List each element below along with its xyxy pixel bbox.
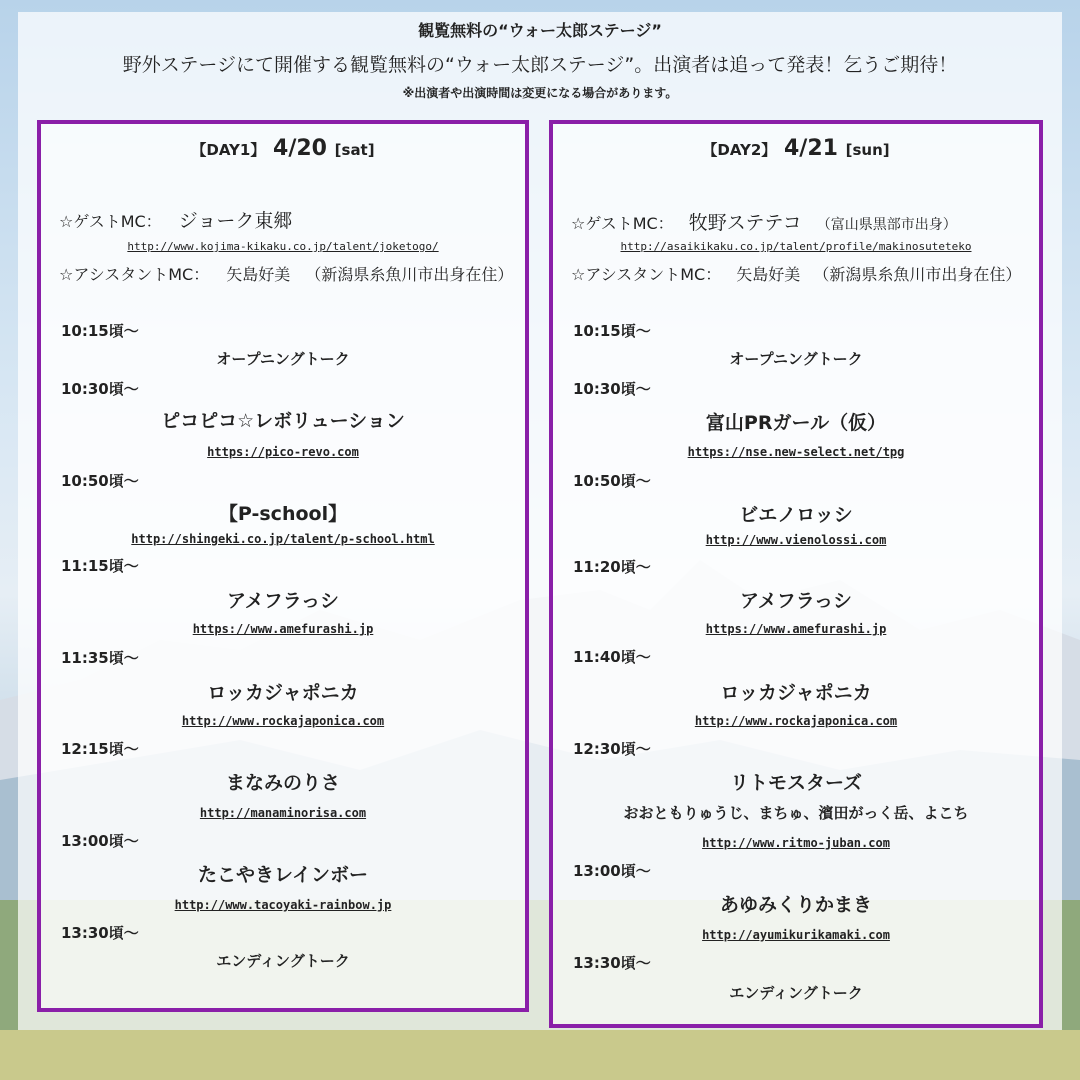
day2-time-3: 10:50頃〜 bbox=[573, 472, 651, 490]
day2-act-5-link[interactable]: http://www.rockajaponica.com bbox=[694, 714, 898, 728]
day2-act-4: アメフラっシ bbox=[739, 590, 853, 612]
day2-schedule-box bbox=[549, 120, 1043, 1028]
day2-time-6: 12:30頃〜 bbox=[573, 740, 651, 758]
day1-act-5-link[interactable]: http://www.rockajaponica.com bbox=[181, 714, 385, 728]
page-subtitle: 野外ステージにて開催する観覧無料の“ウォー太郎ステージ”。出演者は追って発表！乞うご期待！ bbox=[122, 54, 958, 76]
day1-act-1: オープニングトーク bbox=[216, 350, 350, 368]
day1-act-7: たこやきレインボー bbox=[197, 864, 369, 886]
day2-act-7-link[interactable]: http://ayumikurikamaki.com bbox=[702, 928, 890, 942]
day1-guest-mc bbox=[59, 206, 292, 233]
day1-label: 【DAY1】 bbox=[191, 141, 266, 159]
day2-weekday: [sun] bbox=[845, 141, 890, 159]
day2-assistant-mc bbox=[571, 262, 1021, 285]
page-title: 観覧無料の“ウォー太郎ステージ” bbox=[418, 21, 662, 40]
day2-act-6: リトモスターズ bbox=[729, 772, 863, 794]
day1-act-8: エンディングトーク bbox=[216, 952, 350, 970]
day1-time-4: 11:15頃〜 bbox=[61, 557, 139, 575]
day2-act-8: エンディングトーク bbox=[729, 984, 863, 1002]
day2-guest-mc bbox=[571, 208, 957, 235]
day2-act-7: あゆみくりかまき bbox=[719, 894, 872, 916]
day1-title bbox=[41, 136, 525, 161]
day1-date: 4/20 bbox=[273, 136, 327, 161]
day2-act-2: 富山PRガール（仮） bbox=[705, 412, 887, 434]
day1-assistant-mc bbox=[59, 262, 513, 285]
day2-title bbox=[553, 136, 1039, 161]
day2-act-4-link[interactable]: https://www.amefurashi.jp bbox=[705, 622, 887, 636]
day2-act-1: オープニングトーク bbox=[729, 350, 863, 368]
day1-time-1: 10:15頃〜 bbox=[61, 322, 139, 340]
day1-time-5: 11:35頃〜 bbox=[61, 649, 139, 667]
day2-guest-mc-name: 牧野ステテコ bbox=[688, 212, 802, 234]
day2-act-5: ロッカジャポニカ bbox=[720, 682, 872, 704]
day2-act-2-link[interactable]: https://nse.new-select.net/tpg bbox=[687, 445, 905, 459]
day1-act-2: ピコピコ☆レボリューション bbox=[161, 410, 405, 432]
day1-time-7: 13:00頃〜 bbox=[61, 832, 139, 850]
day1-assistant-mc-label: ☆アシスタントMC： bbox=[59, 265, 210, 284]
day2-date: 4/21 bbox=[783, 136, 838, 161]
day1-assistant-mc-note: （新潟県糸魚川市出身在住） bbox=[305, 265, 514, 284]
day2-assistant-mc-label: ☆アシスタントMC： bbox=[571, 265, 722, 284]
day1-time-6: 12:15頃〜 bbox=[61, 740, 139, 758]
day1-time-2: 10:30頃〜 bbox=[61, 380, 139, 398]
day1-act-4-link[interactable]: https://www.amefurashi.jp bbox=[192, 622, 374, 636]
day2-time-4: 11:20頃〜 bbox=[573, 558, 651, 576]
day1-schedule-box bbox=[37, 120, 529, 1012]
day2-guest-mc-note: （富山県黒部市出身） bbox=[816, 217, 957, 233]
day1-act-6: まなみのりさ bbox=[225, 772, 340, 794]
day1-weekday: [sat] bbox=[334, 141, 375, 159]
day2-act-3: ビエノロッシ bbox=[739, 504, 853, 526]
day1-act-5: ロッカジャポニカ bbox=[207, 682, 359, 704]
day2-time-2: 10:30頃〜 bbox=[573, 380, 651, 398]
day1-assistant-mc-name: 矢島好美 bbox=[226, 265, 291, 284]
day2-guest-mc-link[interactable]: http://asaikikaku.co.jp/talent/profile/makinosuteteko bbox=[620, 240, 972, 253]
day1-guest-mc-label: ☆ゲストMC： bbox=[59, 212, 162, 231]
day1-act-3: 【P-school】 bbox=[218, 503, 348, 525]
day1-act-7-link[interactable]: http://www.tacoyaki-rainbow.jp bbox=[174, 898, 392, 912]
page-note: ※出演者や出演時間は変更になる場合があります。 bbox=[402, 86, 678, 100]
day2-time-1: 10:15頃〜 bbox=[573, 322, 651, 340]
day1-act-3-link[interactable]: http://shingeki.co.jp/talent/p-school.html bbox=[131, 532, 435, 546]
day2-assistant-mc-note: （新潟県糸魚川市出身在住） bbox=[813, 265, 1022, 284]
day2-time-7: 13:00頃〜 bbox=[573, 862, 651, 880]
day2-act-6-members: おおともりゅうじ、まちゅ、濱田がっく岳、よこち bbox=[623, 804, 969, 822]
day1-time-8: 13:30頃〜 bbox=[61, 924, 139, 942]
day1-act-6-link[interactable]: http://manaminorisa.com bbox=[199, 806, 367, 820]
day1-act-2-link[interactable]: https://pico-revo.com bbox=[207, 445, 359, 459]
day2-act-3-link[interactable]: http://www.vienolossi.com bbox=[705, 533, 887, 547]
day2-time-8: 13:30頃〜 bbox=[573, 954, 651, 972]
day1-time-3: 10:50頃〜 bbox=[61, 472, 139, 490]
day1-guest-mc-name: ジョーク東郷 bbox=[178, 210, 293, 232]
day2-guest-mc-label: ☆ゲストMC： bbox=[571, 214, 674, 233]
day1-act-4: アメフラっシ bbox=[226, 590, 340, 612]
day2-act-6-link[interactable]: http://www.ritmo-juban.com bbox=[702, 836, 890, 850]
day2-time-5: 11:40頃〜 bbox=[573, 648, 651, 666]
day1-guest-mc-link[interactable]: http://www.kojima-kikaku.co.jp/talent/joketogo/ bbox=[127, 240, 439, 253]
day2-assistant-mc-name: 矢島好美 bbox=[736, 265, 801, 284]
day2-label: 【DAY2】 bbox=[702, 141, 777, 159]
